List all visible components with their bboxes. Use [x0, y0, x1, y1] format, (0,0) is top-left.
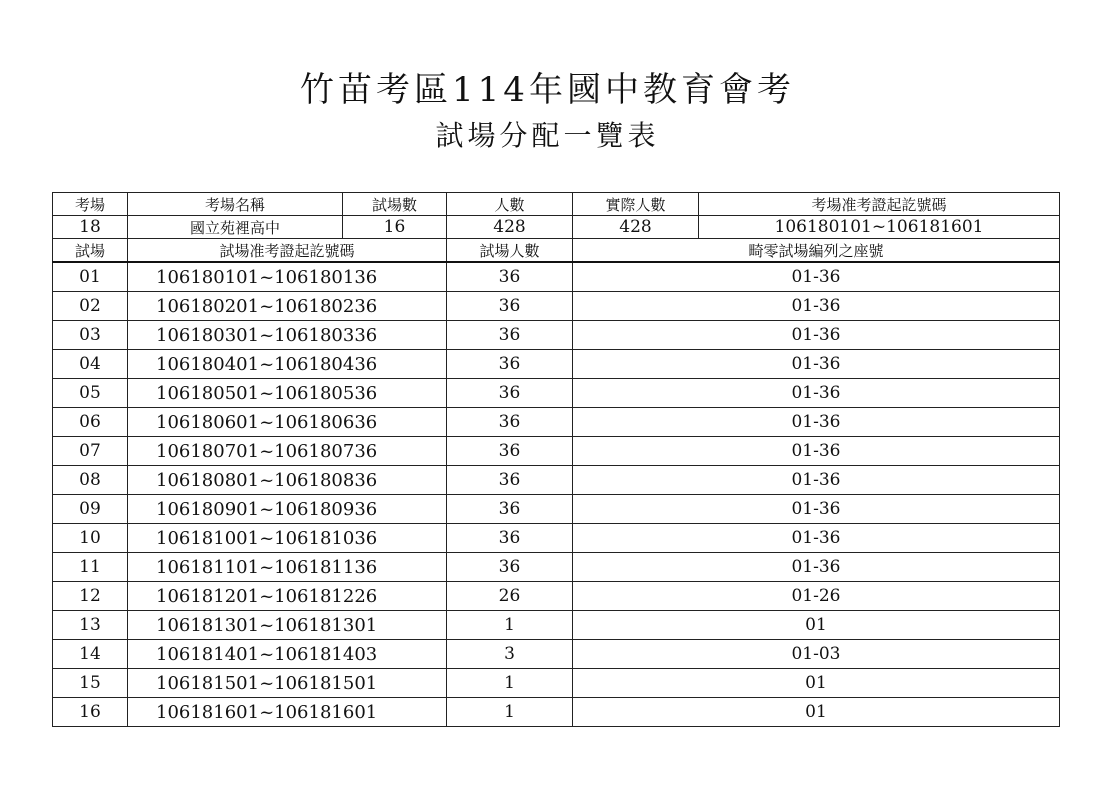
- room-people: 1: [447, 669, 573, 698]
- room-ticket-range: 106181501~106181501: [128, 669, 447, 698]
- room-ticket-range: 106180301~106180336: [128, 321, 447, 350]
- room-number: 07: [53, 437, 128, 466]
- header-room-people: 試場人數: [447, 239, 573, 263]
- room-seats: 01-36: [573, 495, 1060, 524]
- room-ticket-range: 106180401~106180436: [128, 350, 447, 379]
- room-ticket-range: 106180101~106180136: [128, 262, 447, 292]
- allocation-table: [52, 192, 1060, 727]
- room-number: 15: [53, 669, 128, 698]
- room-people: 36: [447, 262, 573, 292]
- header-seats: 畸零試場編列之座號: [573, 239, 1060, 263]
- room-number: 09: [53, 495, 128, 524]
- table-row: [53, 292, 1060, 321]
- table-row: [53, 553, 1060, 582]
- header-actual-people: 實際人數: [573, 193, 699, 216]
- room-people: 36: [447, 437, 573, 466]
- room-seats: 01: [573, 669, 1060, 698]
- value-actual-people: 428: [573, 216, 699, 239]
- room-seats: 01-36: [573, 379, 1060, 408]
- room-number: 03: [53, 321, 128, 350]
- room-people: 1: [447, 698, 573, 727]
- table-row: [53, 466, 1060, 495]
- room-people: 36: [447, 292, 573, 321]
- rooms-header-row: [53, 239, 1060, 263]
- room-seats: 01: [573, 698, 1060, 727]
- room-seats: 01-36: [573, 408, 1060, 437]
- value-ticket-range: 106180101~106181601: [699, 216, 1060, 239]
- table-row: [53, 437, 1060, 466]
- header-ticket-range: 考場准考證起訖號碼: [699, 193, 1060, 216]
- table-row: [53, 698, 1060, 727]
- room-number: 13: [53, 611, 128, 640]
- room-people: 36: [447, 379, 573, 408]
- room-ticket-range: 106180601~106180636: [128, 408, 447, 437]
- room-people: 26: [447, 582, 573, 611]
- room-seats: 01-36: [573, 524, 1060, 553]
- room-rows: [53, 262, 1060, 727]
- room-ticket-range: 106180501~106180536: [128, 379, 447, 408]
- room-ticket-range: 106181401~106181403: [128, 640, 447, 669]
- room-people: 36: [447, 524, 573, 553]
- room-people: 36: [447, 350, 573, 379]
- document-subtitle: 試場分配一覽表: [435, 119, 660, 152]
- room-ticket-range: 106180201~106180236: [128, 292, 447, 321]
- room-people: 36: [447, 495, 573, 524]
- room-seats: 01: [573, 611, 1060, 640]
- table-row: [53, 379, 1060, 408]
- room-number: 10: [53, 524, 128, 553]
- room-people: 36: [447, 321, 573, 350]
- room-seats: 01-03: [573, 640, 1060, 669]
- room-number: 04: [53, 350, 128, 379]
- room-seats: 01-36: [573, 553, 1060, 582]
- room-number: 16: [53, 698, 128, 727]
- room-number: 11: [53, 553, 128, 582]
- header-site-name: 考場名稱: [128, 193, 343, 216]
- summary-header-row: [53, 193, 1060, 216]
- header-room: 試場: [53, 239, 128, 263]
- room-ticket-range: 106180901~106180936: [128, 495, 447, 524]
- room-seats: 01-36: [573, 292, 1060, 321]
- document-title: 竹苗考區114年國中教育會考: [300, 70, 795, 110]
- table-row: [53, 582, 1060, 611]
- header-people: 人數: [447, 193, 573, 216]
- room-number: 01: [53, 262, 128, 292]
- table-row: [53, 640, 1060, 669]
- value-site-name: 國立苑裡高中: [128, 216, 343, 239]
- room-ticket-range: 106181201~106181226: [128, 582, 447, 611]
- value-room-count: 16: [343, 216, 447, 239]
- room-seats: 01-36: [573, 466, 1060, 495]
- room-ticket-range: 106180801~106180836: [128, 466, 447, 495]
- room-seats: 01-36: [573, 350, 1060, 379]
- table-row: [53, 669, 1060, 698]
- room-people: 3: [447, 640, 573, 669]
- room-seats: 01-36: [573, 321, 1060, 350]
- room-number: 05: [53, 379, 128, 408]
- value-site: 18: [53, 216, 128, 239]
- table-row: [53, 524, 1060, 553]
- table-row: [53, 611, 1060, 640]
- table-row: [53, 321, 1060, 350]
- room-ticket-range: 106181301~106181301: [128, 611, 447, 640]
- table-row: [53, 262, 1060, 292]
- room-seats: 01-36: [573, 262, 1060, 292]
- summary-value-row: [53, 216, 1060, 239]
- table-row: [53, 350, 1060, 379]
- room-ticket-range: 106180701~106180736: [128, 437, 447, 466]
- room-seats: 01-36: [573, 437, 1060, 466]
- room-people: 1: [447, 611, 573, 640]
- room-ticket-range: 106181101~106181136: [128, 553, 447, 582]
- room-people: 36: [447, 466, 573, 495]
- table-row: [53, 495, 1060, 524]
- room-number: 06: [53, 408, 128, 437]
- room-number: 14: [53, 640, 128, 669]
- table-row: [53, 408, 1060, 437]
- header-room-count: 試場數: [343, 193, 447, 216]
- room-number: 02: [53, 292, 128, 321]
- room-people: 36: [447, 408, 573, 437]
- header-site: 考場: [53, 193, 128, 216]
- header-room-ticket-range: 試場准考證起訖號碼: [128, 239, 447, 263]
- room-number: 08: [53, 466, 128, 495]
- room-seats: 01-26: [573, 582, 1060, 611]
- room-people: 36: [447, 553, 573, 582]
- room-number: 12: [53, 582, 128, 611]
- room-ticket-range: 106181601~106181601: [128, 698, 447, 727]
- value-people: 428: [447, 216, 573, 239]
- room-ticket-range: 106181001~106181036: [128, 524, 447, 553]
